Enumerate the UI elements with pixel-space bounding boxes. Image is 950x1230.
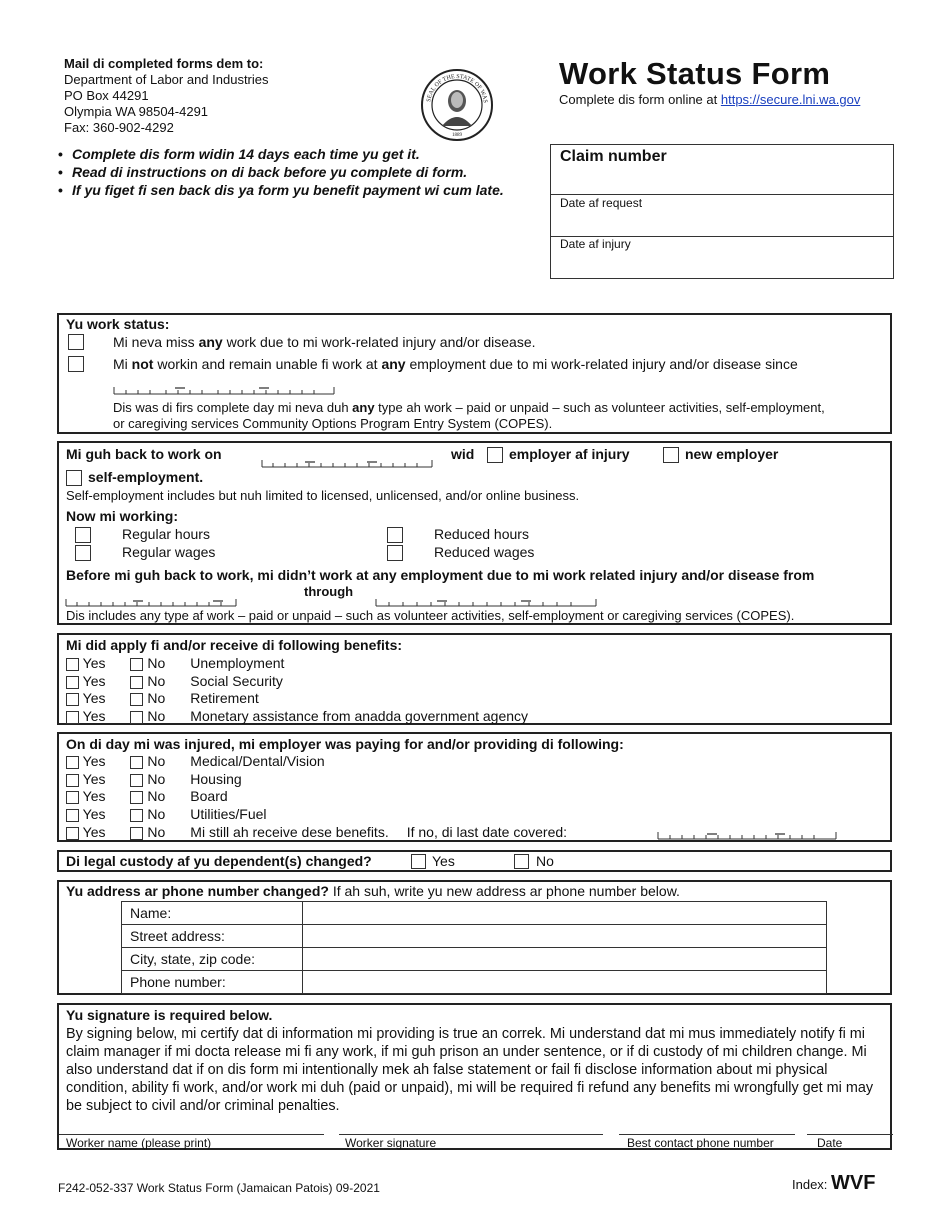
return-to-work-section (57, 441, 892, 625)
wid-label: wid (451, 446, 475, 462)
state-seal-icon (420, 68, 494, 142)
no-missed-work-text: Mi neva miss any work due to mi work-related injury and/or disease. (113, 334, 536, 350)
date-field[interactable]: Date (807, 1134, 893, 1150)
benefits-section (57, 633, 892, 725)
page-title: Work Status Form (559, 56, 831, 91)
first-day-note: Dis was di firs complete day mi neva duh any type ah work – paid or unpaid – such as volunteer activities, self-employment, (113, 400, 825, 415)
self-employment-label: self-employment. (88, 469, 204, 485)
mail-line: Olympia WA 98504-4291 (64, 104, 209, 119)
yes-checkbox[interactable] (66, 756, 79, 769)
custody-yes-label: Yes (432, 853, 455, 869)
contact-phone-field[interactable]: Best contact phone number (619, 1134, 795, 1150)
employer-item-label: Mi still ah receive dese benefits. (190, 823, 389, 840)
regular-hours-checkbox[interactable] (75, 527, 91, 543)
yes-checkbox[interactable] (66, 809, 79, 822)
phone-input[interactable] (303, 971, 827, 994)
benefit-label: Social Security (190, 672, 283, 689)
address-section (57, 880, 892, 995)
employer-benefits-section (57, 732, 892, 842)
no-missed-work-checkbox[interactable] (68, 334, 84, 350)
benefits-heading: Mi did apply fi and/or receive di following benefits: (66, 637, 403, 653)
regular-wages-checkbox[interactable] (75, 545, 91, 561)
signature-heading: Yu signature is required below. (66, 1007, 273, 1023)
last-date-label: If no, di last date covered: (406, 823, 568, 840)
instruction-item: • Read di instructions on di back before yu complete di form. (58, 163, 532, 181)
date-request-label: Date af request (560, 196, 643, 210)
claim-box (550, 144, 894, 279)
copes-note: or caregiving services Community Options Program Entry System (COPES). (113, 416, 553, 431)
through-label: through (304, 584, 354, 599)
list-item: Yes No Medical/Dental/Vision (66, 753, 567, 771)
online-prefix: Complete dis form online at (559, 92, 721, 107)
not-working-text: Mi not workin and remain unable fi work at any employment due to mi work-related injury and/or disease since (113, 356, 798, 372)
address-question: Yu address ar phone number changed? If ah suh, write yu new address ar phone number below. (66, 883, 680, 899)
table-row (122, 971, 827, 994)
svg-text:SEAL OF THE STATE OF WASHINGTO: SEAL OF THE STATE OF WAS (426, 73, 488, 104)
work-includes-note: Dis includes any type af work – paid or unpaid – such as volunteer activities, self-employment or caregiving services (COPES). (66, 608, 795, 623)
custody-question: Di legal custody af yu dependent(s) changed? (66, 853, 372, 869)
city-input[interactable] (303, 948, 827, 971)
now-working-heading: Now mi working: (66, 508, 178, 524)
mail-line: PO Box 44291 (64, 88, 149, 103)
self-employment-checkbox[interactable] (66, 470, 82, 486)
worker-name-field[interactable]: Worker name (please print) (59, 1134, 324, 1150)
table-row (122, 925, 827, 948)
regular-wages-label: Regular wages (122, 544, 216, 560)
return-date-field[interactable] (261, 458, 433, 466)
instruction-item: • If yu figet fi sen back dis ya form yu benefit payment wi cum late. (58, 181, 532, 199)
no-checkbox[interactable] (130, 711, 143, 724)
work-status-section (57, 313, 892, 434)
worker-signature-field[interactable]: Worker signature (339, 1134, 603, 1150)
before-return-text: Before mi guh back to work, mi didn’t work at any employment due to mi work related injury and/or disease from (66, 567, 815, 583)
yes-checkbox[interactable] (66, 693, 79, 706)
list-item: Yes No Unemployment (66, 655, 528, 673)
date-injury-label: Date af injury (560, 237, 631, 251)
return-heading: Mi guh back to work on (66, 446, 222, 462)
reduced-hours-label: Reduced hours (434, 526, 529, 542)
signature-certification: By signing below, mi certify dat di information mi providing is true an correk. Mi understand dat mi mus immediately notify fi mi claim manager if mi docta release mi fi any work, if mi guh prison an under sentence, or if di custody of mi children change. Mi also understand dat if on dis form mi intentionally mek ah false statement or fail fi disclose information about mi physical condition, ability fi work, and/or work mi duh (paid or unpaid), mi will be required fi refund any benefits mi wrongfully get mi may be subject to civil and/or criminal penalties. (66, 1026, 874, 1114)
name-input[interactable] (303, 902, 827, 925)
regular-hours-label: Regular hours (122, 526, 210, 542)
instructions-list (58, 145, 532, 199)
table-row (122, 902, 827, 925)
reduced-wages-label: Reduced wages (434, 544, 535, 560)
yes-checkbox[interactable] (66, 774, 79, 787)
no-checkbox[interactable] (130, 756, 143, 769)
yes-checkbox[interactable] (66, 791, 79, 804)
yes-checkbox[interactable] (66, 676, 79, 689)
claim-number-label: Claim number (560, 148, 667, 165)
custody-yes-checkbox[interactable] (411, 854, 426, 869)
yes-checkbox[interactable] (66, 827, 79, 840)
benefit-label: Unemployment (190, 655, 285, 671)
new-employer-checkbox[interactable] (663, 447, 679, 463)
online-link[interactable]: https://secure.lni.wa.gov (720, 92, 861, 107)
no-checkbox[interactable] (130, 774, 143, 787)
last-date-covered-field[interactable] (657, 830, 837, 838)
mail-line: Fax: 360-902-4292 (64, 120, 174, 135)
through-date-field[interactable] (375, 597, 597, 605)
claim-number-field[interactable] (551, 145, 893, 195)
no-checkbox[interactable] (130, 693, 143, 706)
address-table (121, 901, 827, 994)
not-working-checkbox[interactable] (68, 356, 84, 372)
date-injury-field[interactable] (551, 237, 893, 277)
list-item: Yes No Monetary assistance from anadda government agency (66, 708, 528, 726)
city-label: City, state, zip code: (122, 948, 303, 971)
employer-item-label: Medical/Dental/Vision (190, 753, 325, 769)
custody-no-label: No (536, 853, 554, 869)
no-checkbox[interactable] (130, 658, 143, 671)
list-item: Yes No Housing (66, 771, 567, 789)
yes-checkbox[interactable] (66, 658, 79, 671)
custody-section (57, 850, 892, 872)
mailing-address (64, 56, 269, 136)
employer-item-label: Housing (190, 770, 242, 787)
list-item: Yes No Social Security (66, 673, 528, 691)
employer-item-label: Board (190, 788, 228, 805)
signature-section (57, 1003, 892, 1150)
online-note (559, 92, 860, 107)
employer-list (66, 753, 567, 842)
name-label: Name: (122, 902, 303, 925)
no-checkbox[interactable] (130, 809, 143, 822)
employer-of-injury-checkbox[interactable] (487, 447, 503, 463)
work-status-heading: Yu work status: (66, 316, 170, 332)
self-employment-note: Self-employment includes but nuh limited to licensed, unlicensed, and/or online business. (66, 488, 580, 503)
no-checkbox[interactable] (130, 827, 143, 840)
benefit-label: Monetary assistance from anadda government agency (190, 708, 529, 725)
list-item: Yes No Utilities/Fuel (66, 806, 567, 824)
street-label: Street address: (122, 925, 303, 948)
list-item: Yes No Board (66, 788, 567, 806)
benefits-list (66, 655, 528, 726)
instruction-item: • Complete dis form widin 14 days each time yu get it. (58, 145, 532, 163)
benefit-label: Retirement (190, 690, 259, 707)
since-date-field[interactable] (113, 385, 335, 393)
reduced-hours-checkbox[interactable] (387, 527, 403, 543)
index-code: Index: WVF (792, 1172, 876, 1194)
list-item: Yes No Mi still ah receive dese benefits. If no, di last date covered: (66, 824, 567, 842)
no-checkbox[interactable] (130, 676, 143, 689)
mail-heading: Mail di completed forms dem to: (64, 56, 264, 71)
date-request-field[interactable] (551, 195, 893, 237)
phone-label: Phone number: (122, 971, 303, 994)
reduced-wages-checkbox[interactable] (387, 545, 403, 561)
street-input[interactable] (303, 925, 827, 948)
yes-checkbox[interactable] (66, 711, 79, 724)
form-id: F242-052-337 Work Status Form (Jamaican Patois) 09-2021 (58, 1181, 380, 1195)
from-date-field[interactable] (65, 597, 237, 605)
table-row (122, 948, 827, 971)
svg-text:1889: 1889 (452, 133, 462, 138)
list-item: Yes No Retirement (66, 690, 528, 708)
employer-of-injury-label: employer af injury (509, 446, 630, 462)
custody-no-checkbox[interactable] (514, 854, 529, 869)
employer-heading: On di day mi was injured, mi employer was paying for and/or providing di following: (66, 736, 624, 752)
no-checkbox[interactable] (130, 791, 143, 804)
new-employer-label: new employer (685, 446, 779, 462)
mail-line: Department of Labor and Industries (64, 72, 269, 87)
employer-item-label: Utilities/Fuel (190, 806, 267, 823)
